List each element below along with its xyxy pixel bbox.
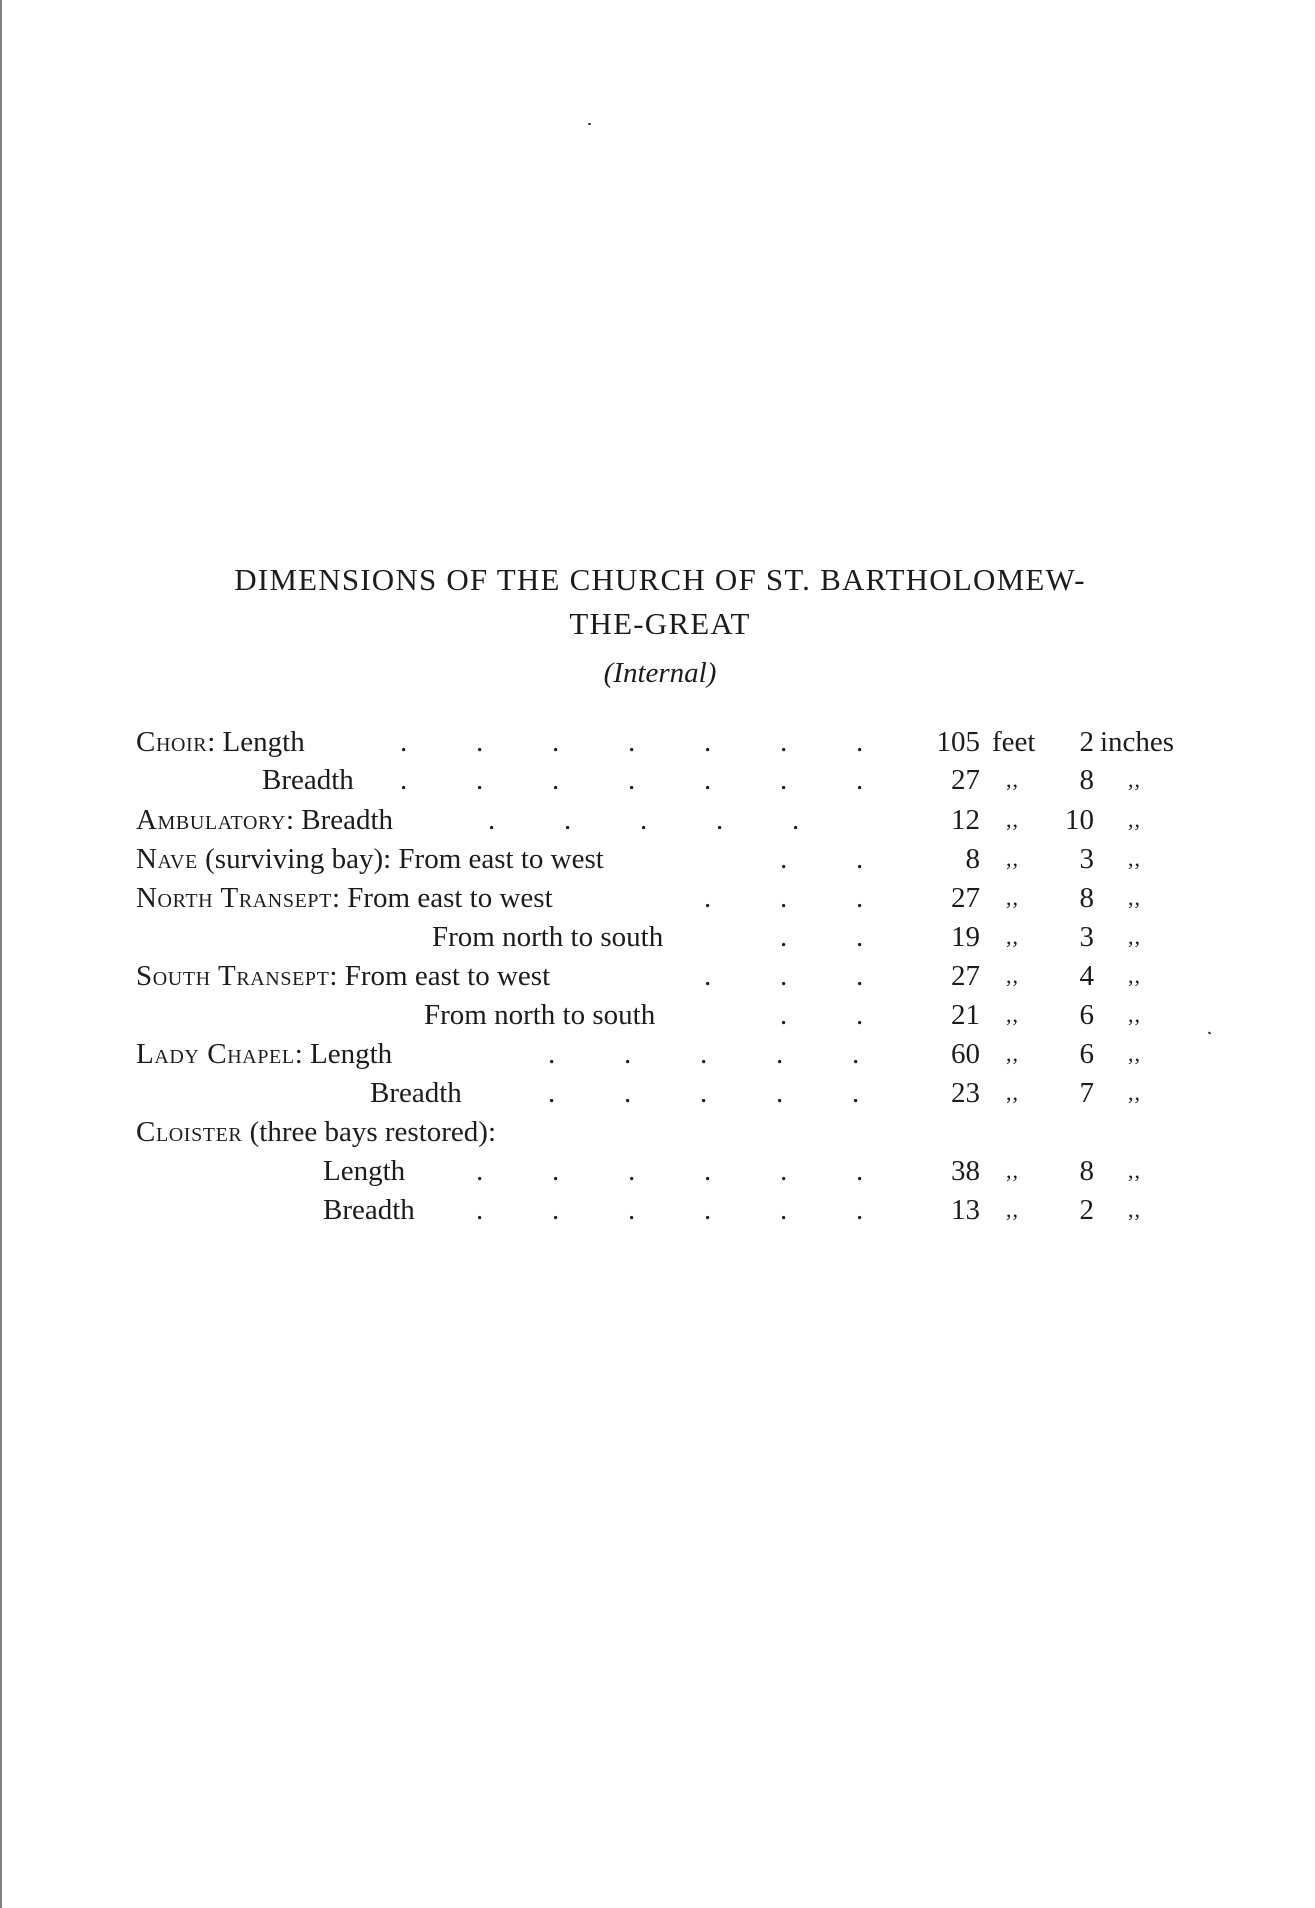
- row-label: [136, 802, 393, 838]
- row-label: [262, 762, 354, 798]
- table-row: [0, 1036, 1260, 1072]
- measurement-label: (three bays restored):: [249, 1116, 497, 1148]
- inches-unit: inches: [1100, 726, 1175, 758]
- table-row: [0, 1153, 1260, 1189]
- dot-leader: .: [780, 1155, 788, 1187]
- dot-leader: .: [856, 1155, 864, 1187]
- ditto-mark: ,,: [1006, 924, 1019, 949]
- table-row: [0, 802, 1260, 838]
- dot-leader: .: [400, 764, 408, 796]
- table-row: [0, 762, 1260, 798]
- dot-leader: .: [476, 764, 484, 796]
- row-label: [136, 958, 550, 994]
- measurement-label: (surviving bay): From east to west: [205, 843, 604, 875]
- feet-value: 8: [965, 843, 980, 875]
- feet-value: 38: [951, 1155, 980, 1187]
- row-label: [136, 724, 305, 760]
- dot-leader: .: [856, 921, 864, 953]
- inches-value: 6: [1079, 999, 1094, 1031]
- ditto-mark: ,,: [1006, 767, 1019, 792]
- ditto-mark: ,,: [1006, 1197, 1019, 1222]
- dot-leader: .: [564, 804, 572, 836]
- ditto-mark: ,,: [1006, 1080, 1019, 1105]
- dot-leader: .: [628, 1155, 636, 1187]
- title-line-1: DIMENSIONS OF THE CHURCH OF ST. BARTHOLOMEW-: [234, 562, 1086, 597]
- ditto-mark: ,,: [1128, 1080, 1141, 1105]
- ditto-mark: ,,: [1128, 846, 1141, 871]
- inches-value: 8: [1079, 882, 1094, 914]
- label-separator: :: [329, 960, 345, 992]
- dot-leader: .: [488, 804, 496, 836]
- dot-leader: .: [852, 1038, 860, 1070]
- dot-leader: .: [856, 999, 864, 1031]
- page-title: [150, 558, 1170, 646]
- label-separator: :: [207, 726, 223, 758]
- feet-value: 27: [951, 764, 980, 796]
- row-label: [136, 841, 604, 877]
- label-separator: :: [294, 1038, 310, 1070]
- ditto-mark: ,,: [1006, 1002, 1019, 1027]
- dot-leader: .: [552, 1194, 560, 1226]
- section-name: Lady Chapel: [136, 1038, 295, 1070]
- ditto-mark: ,,: [1128, 1158, 1141, 1183]
- row-label: [136, 1036, 392, 1072]
- dot-leader: .: [700, 1077, 708, 1109]
- row-label: [323, 1153, 405, 1189]
- dot-leader: .: [776, 1077, 784, 1109]
- dot-leader: .: [856, 843, 864, 875]
- section-name: Choir: [136, 726, 208, 758]
- ditto-mark: ,,: [1128, 963, 1141, 988]
- feet-value: 13: [951, 1194, 980, 1226]
- row-label: [432, 919, 663, 955]
- ditto-mark: ,,: [1006, 1041, 1019, 1066]
- dot-leader: .: [552, 764, 560, 796]
- table-row: [0, 841, 1260, 877]
- measurement-label: From north to south: [432, 921, 664, 953]
- measurement-label: Length: [323, 1155, 406, 1187]
- measurement-label: Breadth: [301, 804, 394, 836]
- section-name: Cloister: [136, 1116, 243, 1148]
- dot-leader: .: [624, 1077, 632, 1109]
- feet-value: 105: [936, 726, 980, 758]
- feet-value: 21: [951, 999, 980, 1031]
- label-separator: [242, 1116, 249, 1148]
- ditto-mark: ,,: [1006, 963, 1019, 988]
- dot-leader: .: [704, 960, 712, 992]
- dot-leader: .: [716, 804, 724, 836]
- dot-leader: .: [628, 764, 636, 796]
- table-row: [0, 1114, 1260, 1150]
- dot-leader: .: [856, 882, 864, 914]
- ditto-mark: ,,: [1128, 924, 1141, 949]
- dot-leader: .: [780, 999, 788, 1031]
- row-label: [323, 1192, 415, 1228]
- table-row: [0, 958, 1260, 994]
- dot-leader: .: [552, 726, 560, 758]
- feet-value: 19: [951, 921, 980, 953]
- table-row: [0, 919, 1260, 955]
- measurement-label: From north to south: [424, 999, 656, 1031]
- feet-value: 27: [951, 882, 980, 914]
- dot-leader: .: [476, 726, 484, 758]
- dot-leader: .: [548, 1077, 556, 1109]
- dot-leader: .: [704, 764, 712, 796]
- inches-value: 3: [1079, 843, 1094, 875]
- ditto-mark: ,,: [1006, 885, 1019, 910]
- ditto-mark: ,,: [1128, 1197, 1141, 1222]
- inches-value: 3: [1079, 921, 1094, 953]
- measurement-label: Breadth: [262, 764, 354, 796]
- table-row: [0, 1075, 1260, 1111]
- dot-leader: .: [552, 1155, 560, 1187]
- ditto-mark: ,,: [1128, 1041, 1141, 1066]
- dot-leader: .: [852, 1077, 860, 1109]
- ditto-mark: ,,: [1006, 807, 1019, 832]
- print-speck: [588, 123, 591, 125]
- measurement-label: Length: [310, 1038, 393, 1070]
- dot-leader: .: [780, 960, 788, 992]
- dot-leader: .: [856, 764, 864, 796]
- dot-leader: .: [776, 1038, 784, 1070]
- dot-leader: .: [628, 726, 636, 758]
- measurement-label: From east to west: [347, 882, 553, 914]
- ditto-mark: ,,: [1128, 767, 1141, 792]
- measurement-label: Breadth: [323, 1194, 415, 1226]
- ditto-mark: ,,: [1128, 807, 1141, 832]
- dot-leader: .: [640, 804, 648, 836]
- ditto-mark: ,,: [1128, 885, 1141, 910]
- dot-leader: .: [476, 1155, 484, 1187]
- dot-leader: .: [856, 1194, 864, 1226]
- dot-leader: .: [856, 726, 864, 758]
- ditto-mark: ,,: [1006, 846, 1019, 871]
- inches-value: 2: [1079, 1194, 1094, 1226]
- title-line-2: THE-GREAT: [569, 606, 751, 641]
- ditto-mark: ,,: [1128, 1002, 1141, 1027]
- dot-leader: .: [704, 1155, 712, 1187]
- dot-leader: .: [700, 1038, 708, 1070]
- dot-leader: .: [856, 960, 864, 992]
- section-name: Ambulatory: [136, 804, 286, 836]
- dot-leader: .: [780, 1194, 788, 1226]
- label-separator: :: [285, 804, 302, 836]
- dot-leader: .: [476, 1194, 484, 1226]
- section-name: Nave: [136, 843, 198, 875]
- inches-value: 4: [1079, 960, 1094, 992]
- row-label: [424, 997, 655, 1033]
- ditto-mark: ,,: [1006, 1158, 1019, 1183]
- feet-unit: feet: [992, 726, 1036, 758]
- row-label: [370, 1075, 462, 1111]
- inches-value: 10: [1065, 804, 1094, 836]
- section-name: North Transept: [136, 882, 332, 914]
- subtitle: (Internal): [603, 657, 717, 689]
- row-label: [136, 880, 553, 916]
- measurement-label: Breadth: [370, 1077, 462, 1109]
- dot-leader: .: [704, 726, 712, 758]
- inches-value: 7: [1079, 1077, 1094, 1109]
- inches-value: 8: [1079, 1155, 1094, 1187]
- table-row: [0, 1192, 1260, 1228]
- dot-leader: .: [400, 726, 408, 758]
- row-label: [136, 1114, 496, 1150]
- feet-value: 12: [951, 804, 980, 836]
- dot-leader: .: [548, 1038, 556, 1070]
- dot-leader: .: [780, 726, 788, 758]
- dot-leader: .: [780, 843, 788, 875]
- measurement-label: From east to west: [344, 960, 551, 992]
- inches-value: 6: [1079, 1038, 1094, 1070]
- section-name: South Transept: [136, 960, 330, 992]
- label-separator: :: [331, 882, 348, 914]
- dot-leader: .: [624, 1038, 632, 1070]
- inches-value: 2: [1079, 726, 1094, 758]
- dot-leader: .: [780, 921, 788, 953]
- measurement-label: Length: [222, 726, 305, 758]
- dot-leader: .: [792, 804, 800, 836]
- dot-leader: .: [780, 882, 788, 914]
- dot-leader: .: [780, 764, 788, 796]
- table-row: [0, 724, 1260, 760]
- dot-leader: .: [704, 1194, 712, 1226]
- dot-leader: .: [628, 1194, 636, 1226]
- feet-value: 23: [951, 1077, 980, 1109]
- feet-value: 27: [951, 960, 980, 992]
- inches-value: 8: [1079, 764, 1094, 796]
- dot-leader: .: [704, 882, 712, 914]
- table-row: [0, 997, 1260, 1033]
- feet-value: 60: [951, 1038, 980, 1070]
- table-row: [0, 880, 1260, 916]
